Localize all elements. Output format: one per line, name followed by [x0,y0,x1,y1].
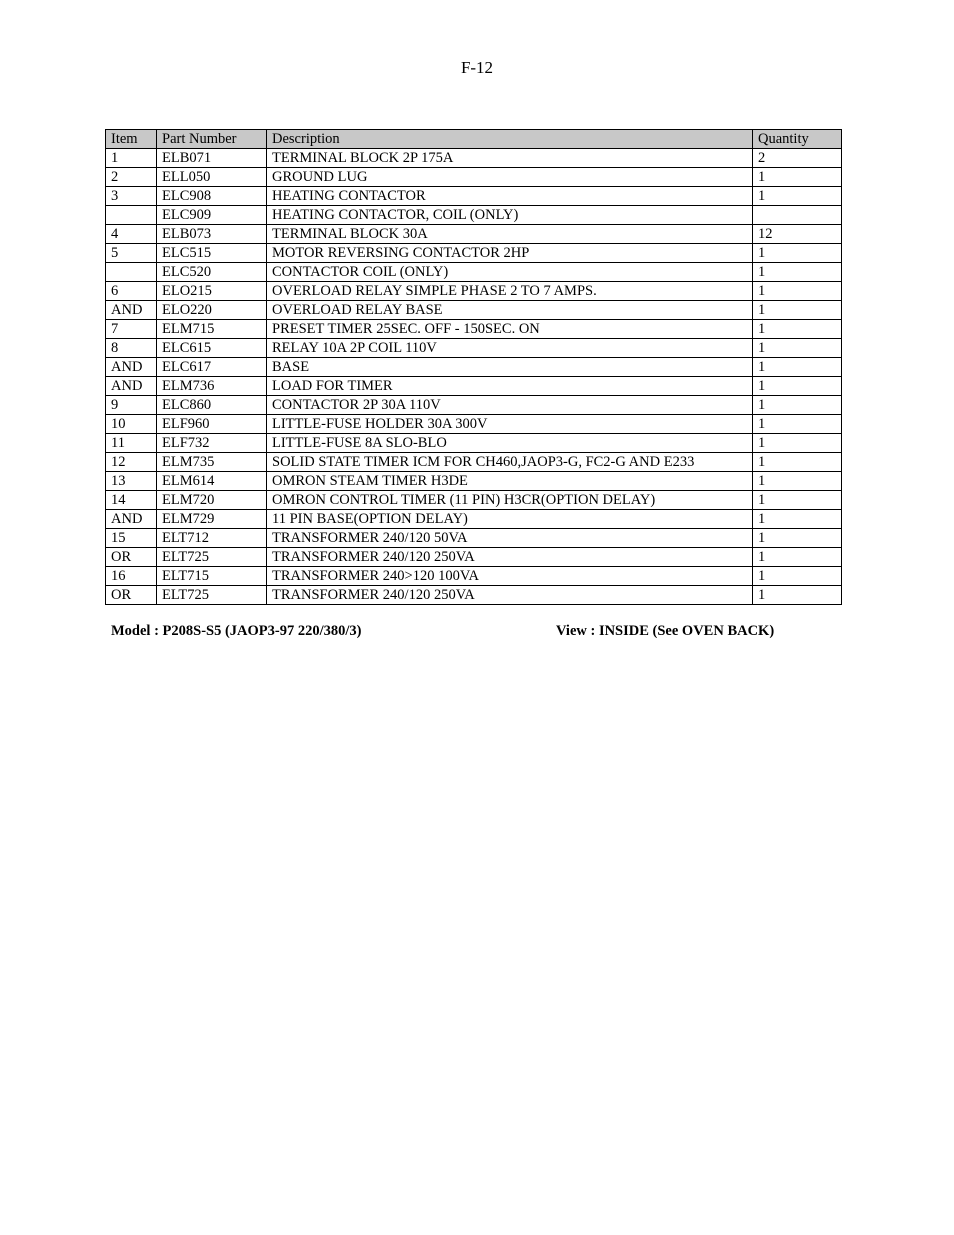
item-cell: 3 [106,187,157,206]
quantity-cell: 1 [753,434,842,453]
parts-table-body [106,149,842,605]
item-cell: AND [106,301,157,320]
table-row [106,377,842,396]
quantity-cell: 1 [753,244,842,263]
description-cell: OVERLOAD RELAY BASE [267,301,753,320]
table-row [106,586,842,605]
item-cell: OR [106,586,157,605]
description-cell: RELAY 10A 2P COIL 110V [267,339,753,358]
table-row [106,415,842,434]
description-cell: LITTLE-FUSE HOLDER 30A 300V [267,415,753,434]
quantity-cell: 1 [753,263,842,282]
item-cell: AND [106,510,157,529]
part-number-cell: ELT725 [157,548,267,567]
part-number-cell: ELF732 [157,434,267,453]
item-cell: 6 [106,282,157,301]
model-caption: Model : P208S-S5 (JAOP3-97 220/380/3) [111,623,362,639]
description-cell: LITTLE-FUSE 8A SLO-BLO [267,434,753,453]
table-row [106,225,842,244]
item-cell [106,206,157,225]
description-cell: TRANSFORMER 240/120 250VA [267,586,753,605]
description-cell: OMRON CONTROL TIMER (11 PIN) H3CR(OPTION DELAY) [267,491,753,510]
description-cell: GROUND LUG [267,168,753,187]
part-number-cell: ELT725 [157,586,267,605]
quantity-cell: 1 [753,301,842,320]
table-row [106,510,842,529]
description-cell: OMRON STEAM TIMER H3DE [267,472,753,491]
table-row [106,206,842,225]
table-row [106,149,842,168]
item-cell: 9 [106,396,157,415]
description-cell: MOTOR REVERSING CONTACTOR 2HP [267,244,753,263]
column-header-quantity: Quantity [753,130,842,149]
description-cell: SOLID STATE TIMER ICM FOR CH460,JAOP3-G, FC2-G AND E233 [267,453,753,472]
quantity-cell: 1 [753,358,842,377]
item-cell: 5 [106,244,157,263]
description-cell: TRANSFORMER 240/120 250VA [267,548,753,567]
view-caption: View : INSIDE (See OVEN BACK) [556,623,775,639]
description-cell: HEATING CONTACTOR, COIL (ONLY) [267,206,753,225]
quantity-cell: 1 [753,453,842,472]
part-number-cell: ELT715 [157,567,267,586]
table-row [106,244,842,263]
item-cell: 7 [106,320,157,339]
description-cell: CONTACTOR 2P 30A 110V [267,396,753,415]
quantity-cell: 1 [753,472,842,491]
description-cell: TRANSFORMER 240>120 100VA [267,567,753,586]
quantity-cell: 1 [753,510,842,529]
quantity-cell: 1 [753,415,842,434]
table-row [106,396,842,415]
quantity-cell: 1 [753,168,842,187]
description-cell: OVERLOAD RELAY SIMPLE PHASE 2 TO 7 AMPS. [267,282,753,301]
part-number-cell: ELC909 [157,206,267,225]
item-cell: 16 [106,567,157,586]
part-number-cell: ELO215 [157,282,267,301]
item-cell: 15 [106,529,157,548]
item-cell: 10 [106,415,157,434]
description-cell: TERMINAL BLOCK 2P 175A [267,149,753,168]
description-cell: LOAD FOR TIMER [267,377,753,396]
item-cell: 11 [106,434,157,453]
table-row [106,358,842,377]
quantity-cell: 12 [753,225,842,244]
part-number-cell: ELC615 [157,339,267,358]
quantity-cell: 1 [753,567,842,586]
quantity-cell [753,206,842,225]
quantity-cell: 1 [753,187,842,206]
part-number-cell: ELB073 [157,225,267,244]
item-cell: 13 [106,472,157,491]
item-cell: OR [106,548,157,567]
table-row [106,282,842,301]
part-number-cell: ELM736 [157,377,267,396]
item-cell: 1 [106,149,157,168]
item-cell [106,263,157,282]
page-number: F-12 [460,58,494,77]
part-number-cell: ELC515 [157,244,267,263]
description-cell: TERMINAL BLOCK 30A [267,225,753,244]
column-header-description: Description [267,130,753,149]
quantity-cell: 2 [753,149,842,168]
quantity-cell: 1 [753,548,842,567]
part-number-cell: ELC617 [157,358,267,377]
table-row [106,263,842,282]
table-row [106,320,842,339]
description-cell: CONTACTOR COIL (ONLY) [267,263,753,282]
item-cell: 14 [106,491,157,510]
part-number-cell: ELC520 [157,263,267,282]
part-number-cell: ELC908 [157,187,267,206]
description-cell: 11 PIN BASE(OPTION DELAY) [267,510,753,529]
part-number-cell: ELT712 [157,529,267,548]
table-row [106,434,842,453]
part-number-cell: ELM614 [157,472,267,491]
table-row [106,491,842,510]
table-row [106,453,842,472]
table-row [106,548,842,567]
part-number-cell: ELM729 [157,510,267,529]
part-number-cell: ELC860 [157,396,267,415]
description-cell: BASE [267,358,753,377]
item-cell: AND [106,377,157,396]
quantity-cell: 1 [753,586,842,605]
item-cell: 2 [106,168,157,187]
table-row [106,567,842,586]
column-header-part-number: Part Number [157,130,267,149]
item-cell: 8 [106,339,157,358]
part-number-cell: ELO220 [157,301,267,320]
quantity-cell: 1 [753,339,842,358]
part-number-cell: ELM720 [157,491,267,510]
item-cell: AND [106,358,157,377]
item-cell: 12 [106,453,157,472]
part-number-cell: ELM715 [157,320,267,339]
quantity-cell: 1 [753,282,842,301]
description-cell: TRANSFORMER 240/120 50VA [267,529,753,548]
table-row [106,529,842,548]
description-cell: PRESET TIMER 25SEC. OFF - 150SEC. ON [267,320,753,339]
item-cell: 4 [106,225,157,244]
part-number-cell: ELF960 [157,415,267,434]
column-header-item: Item [106,130,157,149]
table-row [106,472,842,491]
table-header-row [106,130,842,149]
quantity-cell: 1 [753,491,842,510]
part-number-cell: ELM735 [157,453,267,472]
description-cell: HEATING CONTACTOR [267,187,753,206]
table-row [106,168,842,187]
part-number-cell: ELL050 [157,168,267,187]
parts-table [105,129,842,605]
quantity-cell: 1 [753,396,842,415]
quantity-cell: 1 [753,320,842,339]
quantity-cell: 1 [753,529,842,548]
quantity-cell: 1 [753,377,842,396]
table-row [106,301,842,320]
table-row [106,187,842,206]
table-row [106,339,842,358]
part-number-cell: ELB071 [157,149,267,168]
